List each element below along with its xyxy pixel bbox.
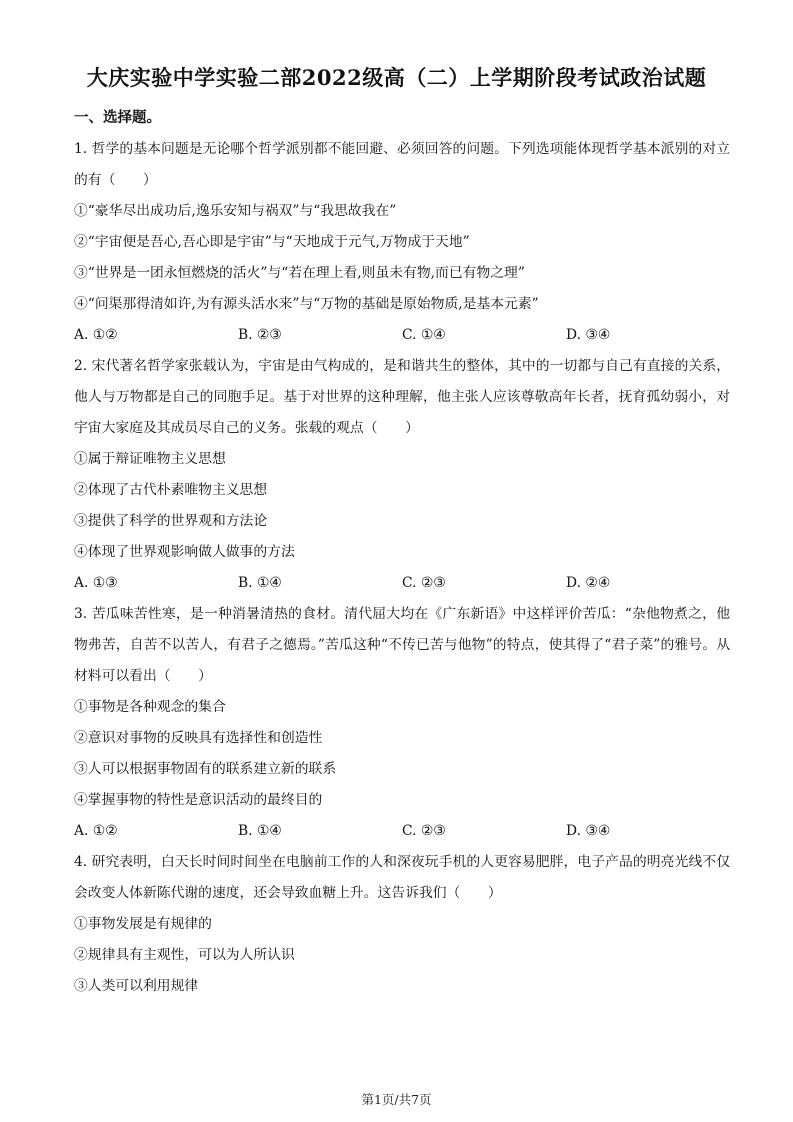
exam-title: 大庆实验中学实验二部2022级高（二）上学期阶段考试政治试题 [86, 65, 707, 90]
page-footer: 第1页/共7页 [361, 1092, 432, 1107]
question-4-item-1: ①事物发展是有规律的 [74, 916, 212, 932]
question-1-item-4: ④“问渠那得清如许,为有源头活水来”与“万物的基础是原始物质,是基本元素” [74, 296, 539, 312]
question-1-option-d: D. ③④ [566, 327, 611, 343]
question-3-option-d: D. ③④ [566, 823, 611, 839]
question-3-item-2: ②意识对事物的反映具有选择性和创造性 [74, 730, 323, 746]
question-2-stem: 2. 宋代著名哲学家张载认为，宇宙是由气构成的，是和谐共生的整体，其中的一切都与自己有直接的关系，他人与万物都是自己的同胞手足。基于对世界的这种理解，他主张人应该尊敬高年长者，抚育孤幼弱小，对宇宙大家庭及其成员尽自己的义务。张载的观点（ ） [74, 358, 730, 436]
question-3-option-c: C. ②③ [402, 823, 446, 839]
question-3-stem: 3. 苦瓜味苦性寒，是一种消暑清热的食材。清代屈大均在《广东新语》中这样评价苦瓜：“杂他物煮之，他物弗苦，自苦不以苦人，有君子之德焉。”苦瓜这种“不传已苦与他物”的特点，使其得了“君子菜”的雅号。从材料可以看出（ ） [74, 606, 730, 684]
question-3-item-4: ④掌握事物的特性是意识活动的最终目的 [74, 792, 323, 808]
question-2-item-3: ③提供了科学的世界观和方法论 [74, 513, 268, 529]
question-3-item-1: ①事物是各种观念的集合 [74, 699, 226, 715]
question-1-options [74, 320, 730, 351]
question-3-option-b: B. ①④ [238, 823, 282, 839]
question-3 [74, 599, 730, 847]
question-2-option-b: B. ①④ [238, 575, 282, 591]
question-2-option-d: D. ②④ [566, 575, 611, 591]
question-2-options [74, 568, 730, 599]
question-2-option-a: A. ①③ [74, 575, 118, 591]
question-1-option-b: B. ②③ [238, 327, 282, 343]
question-4 [74, 847, 730, 1002]
question-1-item-1: ①“豪华尽出成功后,逸乐安知与祸双”与“我思故我在” [74, 203, 397, 219]
question-1-stem: 1. 哲学的基本问题是无论哪个哲学派别都不能回避、必须回答的问题。下列选项能体现哲学基本派别的对立的有（ ） [74, 141, 730, 188]
question-2-option-c: C. ②③ [402, 575, 446, 591]
question-2-item-1: ①属于辩证唯物主义思想 [74, 451, 226, 467]
question-3-item-3: ③人可以根据事物固有的联系建立新的联系 [74, 761, 337, 777]
question-1-option-a: A. ①② [74, 327, 118, 343]
question-1 [74, 134, 730, 351]
question-3-options [74, 816, 730, 847]
question-1-option-c: C. ①④ [402, 327, 446, 343]
question-2-item-2: ②体现了古代朴素唯物主义思想 [74, 482, 268, 498]
question-2-item-4: ④体现了世界观影响做人做事的方法 [74, 544, 295, 560]
question-2 [74, 351, 730, 599]
question-4-item-3: ③人类可以利用规律 [74, 978, 199, 994]
question-3-option-a: A. ①② [74, 823, 118, 839]
question-1-item-2: ②“宇宙便是吾心,吾心即是宇宙”与“天地成于元气,万物成于天地” [74, 234, 470, 250]
question-1-item-3: ③“世界是一团永恒燃烧的活火”与“若在理上看,则虽未有物,而已有物之理” [74, 265, 525, 281]
section-heading: 一、选择题。 [74, 109, 161, 126]
question-list [74, 134, 730, 1002]
question-4-stem: 4. 研究表明，白天长时间时间坐在电脑前工作的人和深夜玩手机的人更容易肥胖，电子产品的明亮光线不仅会改变人体新陈代谢的速度，还会导致血糖上升。这告诉我们（ ） [74, 854, 730, 901]
question-4-item-2: ②规律具有主观性，可以为人所认识 [74, 947, 295, 963]
